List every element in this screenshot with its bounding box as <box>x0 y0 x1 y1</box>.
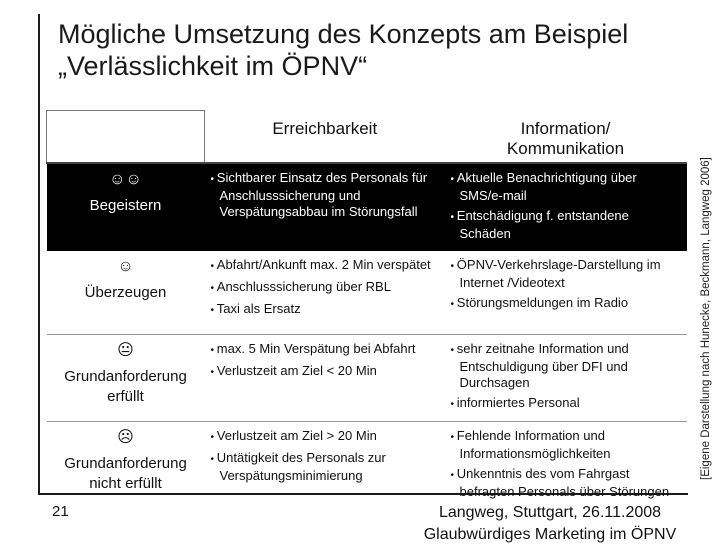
header-information: Information/ Kommunikation <box>445 111 687 163</box>
frown-face-icon: ☹ <box>117 428 134 446</box>
neutral-face-icon: 😐 <box>117 341 134 359</box>
level-cell <box>47 250 205 334</box>
list-item: • Sichtbarer Einsatz des Personals für Anschlusssicherung und Verspätungsabbau im Störungsfall <box>211 170 441 220</box>
level-label: Überzeugen <box>84 283 167 301</box>
list-item: • Entschädigung f. entstandene Schäden <box>451 208 683 242</box>
slide-title: Mögliche Umsetzung des Konzepts am Beispiel „Verlässlichkeit im ÖPNV“ <box>58 19 629 81</box>
level-label: Grundanforderung nicht erfüllt <box>64 454 187 492</box>
list-item: • Fehlende Information und Informationsmöglichkeiten <box>451 428 683 462</box>
concept-table <box>46 110 687 508</box>
list-item: • Untätigkeit des Personals zur Verspätungsminimierung <box>211 450 441 484</box>
list-item: • Verlustzeit am Ziel > 20 Min <box>211 428 441 446</box>
list-item: • ÖPNV-Verkehrslage-Darstellung im Internet /Videotext <box>451 257 683 291</box>
header-erreichbarkeit: Erreichbarkeit <box>205 111 445 163</box>
footer-author-date: Langweg, Stuttgart, 26.11.2008 <box>438 504 662 521</box>
level-label: Grundanforderung erfüllt <box>64 367 187 405</box>
erreichbarkeit-cell <box>205 163 445 251</box>
list-item: • max. 5 Min Verspätung bei Abfahrt <box>211 341 441 359</box>
list-item: • Verlustzeit am Ziel < 20 Min <box>211 363 441 381</box>
table-row-grundanforderung-erfuellt <box>47 334 687 421</box>
double-smiley-icon: ☺☺ <box>109 170 142 188</box>
information-cell <box>445 250 687 334</box>
list-item: • Anschlusssicherung über RBL <box>211 279 441 297</box>
erreichbarkeit-cell <box>205 250 445 334</box>
footer-info <box>400 502 700 546</box>
level-cell <box>47 163 205 251</box>
table-row-grundanforderung-nicht-erfuellt <box>47 421 687 508</box>
list-item: • Störungsmeldungen im Radio <box>451 295 683 313</box>
page-number: 21 <box>52 503 69 520</box>
source-note: [Eigene Darstellung nach Hunecke, Beckmann, Langweg 2006] <box>700 157 712 480</box>
information-cell <box>445 421 687 508</box>
footer-talk-title: Glaubwürdiges Marketing im ÖPNV <box>423 526 677 543</box>
information-cell <box>445 163 687 251</box>
list-item: • Taxi als Ersatz <box>211 301 441 319</box>
list-item: • informiertes Personal <box>451 395 683 413</box>
header-corner <box>47 111 205 163</box>
list-item: • Abfahrt/Ankunft max. 2 Min verspätet <box>211 257 441 275</box>
level-cell <box>47 421 205 508</box>
left-accent-line <box>38 14 40 494</box>
table-row-begeistern <box>47 163 687 251</box>
level-label: Begeistern <box>89 196 162 214</box>
erreichbarkeit-cell <box>205 334 445 421</box>
table-row-ueberzeugen <box>47 250 687 334</box>
list-item: • Unkenntnis des vom Fahrgast befragten Personals über Störungen <box>451 466 683 500</box>
list-item: • sehr zeitnahe Information und Entschuldigung über DFI und Durchsagen <box>451 341 683 391</box>
smiley-icon: ☺ <box>117 257 134 275</box>
erreichbarkeit-cell <box>205 421 445 508</box>
information-cell <box>445 334 687 421</box>
level-cell <box>47 334 205 421</box>
list-item: • Aktuelle Benachrichtigung über SMS/e-mail <box>451 170 683 204</box>
